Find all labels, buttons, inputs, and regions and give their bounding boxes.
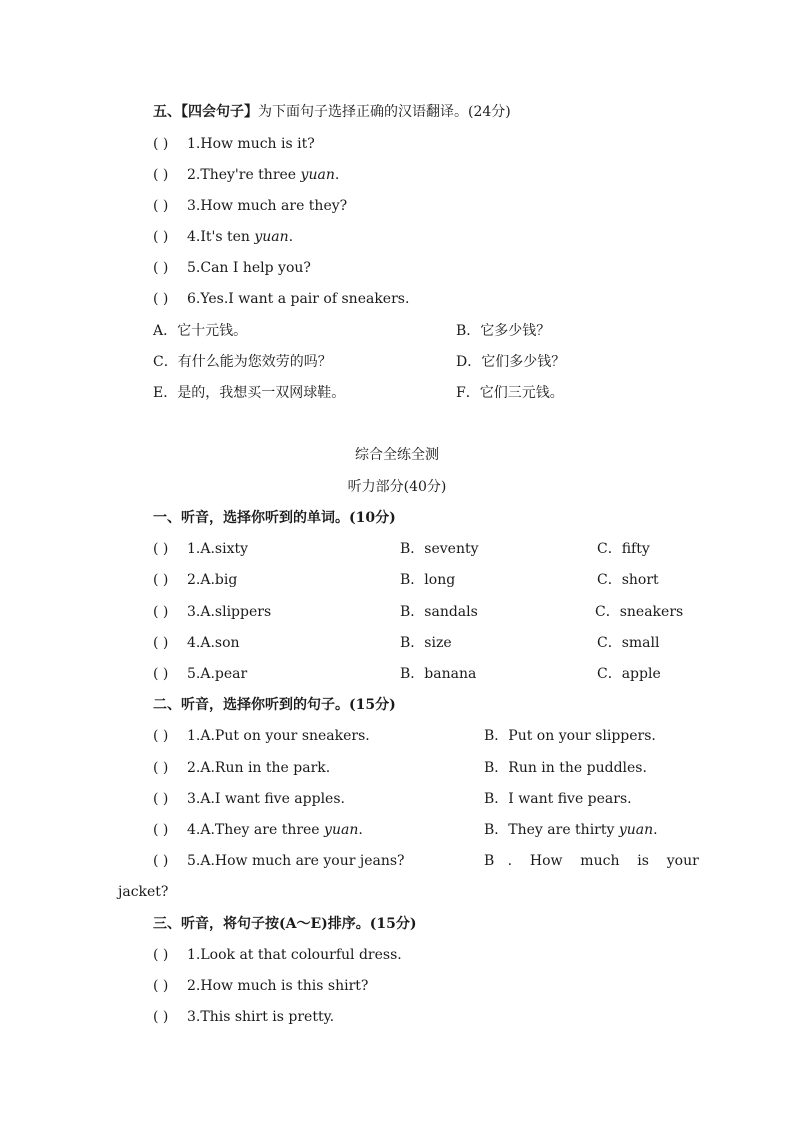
section5-item-5 bbox=[0, 259, 794, 277]
answer-paren[interactable]: ( ) bbox=[153, 604, 169, 620]
option-c: C．有什么能为您效劳的吗？ bbox=[153, 354, 332, 370]
answer-paren[interactable]: ( ) bbox=[153, 229, 169, 245]
choice-a: 4.A.They are three yuan. bbox=[187, 822, 363, 838]
choice-b-wrap: jacket? bbox=[118, 884, 169, 900]
answer-paren[interactable]: ( ) bbox=[153, 136, 169, 152]
section2-row-3 bbox=[0, 790, 794, 808]
section5-item-1 bbox=[0, 135, 794, 153]
section3-row-3 bbox=[0, 1008, 794, 1026]
answer-paren[interactable]: ( ) bbox=[153, 260, 169, 276]
choice-a: 3.A.I want five apples. bbox=[187, 791, 345, 807]
section1-row-1 bbox=[0, 540, 794, 558]
answer-paren[interactable]: ( ) bbox=[153, 853, 169, 869]
answer-paren[interactable]: ( ) bbox=[153, 541, 169, 557]
item-text: 4.It's ten yuan. bbox=[187, 229, 294, 245]
answer-paren[interactable]: ( ) bbox=[153, 198, 169, 214]
choice-c: C．short bbox=[597, 572, 659, 588]
choice-b: B．long bbox=[400, 572, 456, 588]
choice-b: B．I want five pears. bbox=[484, 791, 632, 807]
choice-a: 5.A.How much are your jeans? bbox=[187, 853, 405, 869]
item-text: 3.This shirt is pretty. bbox=[187, 1009, 335, 1025]
test-subtitle: 听力部分(40分) bbox=[347, 479, 447, 495]
choice-c: C．small bbox=[597, 635, 660, 651]
section2-row-4 bbox=[0, 821, 794, 839]
choice-b: B．Run in the puddles. bbox=[484, 760, 647, 776]
answer-paren[interactable]: ( ) bbox=[153, 666, 169, 682]
choice-b: B．They are thirty yuan. bbox=[484, 822, 658, 838]
section3-row-1 bbox=[0, 946, 794, 964]
answer-paren[interactable]: ( ) bbox=[153, 1009, 169, 1025]
item-text: 1.How much is it? bbox=[187, 136, 315, 152]
section1-heading: 一、听音，选择你听到的单词。(10分) bbox=[153, 510, 396, 526]
section1-row-2 bbox=[0, 571, 794, 589]
item-text: 5.Can I help you? bbox=[187, 260, 311, 276]
choice-a: 1.A.Put on your sneakers. bbox=[187, 728, 370, 744]
test-title: 综合全练全测 bbox=[355, 447, 439, 463]
section1-row-3 bbox=[0, 603, 794, 621]
section5-heading-rest: 为下面句子选择正确的汉语翻译。(24分) bbox=[258, 104, 511, 120]
option-f: F．它们三元钱。 bbox=[456, 385, 564, 401]
choice-a: 4.A.son bbox=[187, 635, 240, 651]
section5-item-3 bbox=[0, 197, 794, 215]
answer-paren[interactable]: ( ) bbox=[153, 572, 169, 588]
choice-b: B．size bbox=[400, 635, 452, 651]
choice-b: B．seventy bbox=[400, 541, 479, 557]
answer-paren[interactable]: ( ) bbox=[153, 947, 169, 963]
choice-b: B．banana bbox=[400, 666, 477, 682]
choice-a: 2.A.Run in the park. bbox=[187, 760, 331, 776]
section5-item-4 bbox=[0, 228, 794, 246]
choice-c: C．fifty bbox=[597, 541, 650, 557]
item-text: 2.How much is this shirt? bbox=[187, 978, 369, 994]
answer-paren[interactable]: ( ) bbox=[153, 760, 169, 776]
option-d: D．它们多少钱？ bbox=[456, 354, 566, 370]
section1-row-4 bbox=[0, 634, 794, 652]
choice-b: B．Put on your slippers. bbox=[484, 728, 656, 744]
item-text: 2.They're three yuan. bbox=[187, 167, 340, 183]
choice-a: 2.A.big bbox=[187, 572, 238, 588]
item-text: 1.Look at that colourful dress. bbox=[187, 947, 402, 963]
section2-row-5 bbox=[0, 852, 794, 870]
choice-a: 5.A.pear bbox=[187, 666, 248, 682]
section2-row-2 bbox=[0, 759, 794, 777]
section5-item-6 bbox=[0, 290, 794, 308]
answer-paren[interactable]: ( ) bbox=[153, 791, 169, 807]
option-b: B．它多少钱？ bbox=[456, 323, 551, 339]
section3-row-2 bbox=[0, 977, 794, 995]
choice-b: B．sandals bbox=[400, 604, 478, 620]
item-text: 6.Yes.I want a pair of sneakers. bbox=[187, 291, 410, 307]
option-e: E．是的，我想买一双网球鞋。 bbox=[153, 385, 346, 401]
choice-b: B . How much is your bbox=[484, 853, 699, 869]
option-a: A．它十元钱。 bbox=[153, 323, 248, 339]
section5-item-2 bbox=[0, 166, 794, 184]
section3-heading: 三、听音，将句子按(A～E)排序。(15分) bbox=[153, 916, 417, 932]
section2-heading: 二、听音，选择你听到的句子。(15分) bbox=[153, 697, 396, 713]
answer-paren[interactable]: ( ) bbox=[153, 978, 169, 994]
answer-paren[interactable]: ( ) bbox=[153, 291, 169, 307]
section5-heading-prefix: 五、【四会句子】 bbox=[153, 104, 258, 120]
section5-heading bbox=[153, 103, 511, 121]
choice-a: 3.A.slippers bbox=[187, 604, 272, 620]
answer-paren[interactable]: ( ) bbox=[153, 822, 169, 838]
item-text: 3.How much are they? bbox=[187, 198, 348, 214]
answer-paren[interactable]: ( ) bbox=[153, 167, 169, 183]
section2-row-1 bbox=[0, 727, 794, 745]
choice-a: 1.A.sixty bbox=[187, 541, 249, 557]
choice-c: C．sneakers bbox=[595, 604, 684, 620]
answer-paren[interactable]: ( ) bbox=[153, 635, 169, 651]
section1-row-5 bbox=[0, 665, 794, 683]
choice-c: C．apple bbox=[597, 666, 661, 682]
answer-paren[interactable]: ( ) bbox=[153, 728, 169, 744]
